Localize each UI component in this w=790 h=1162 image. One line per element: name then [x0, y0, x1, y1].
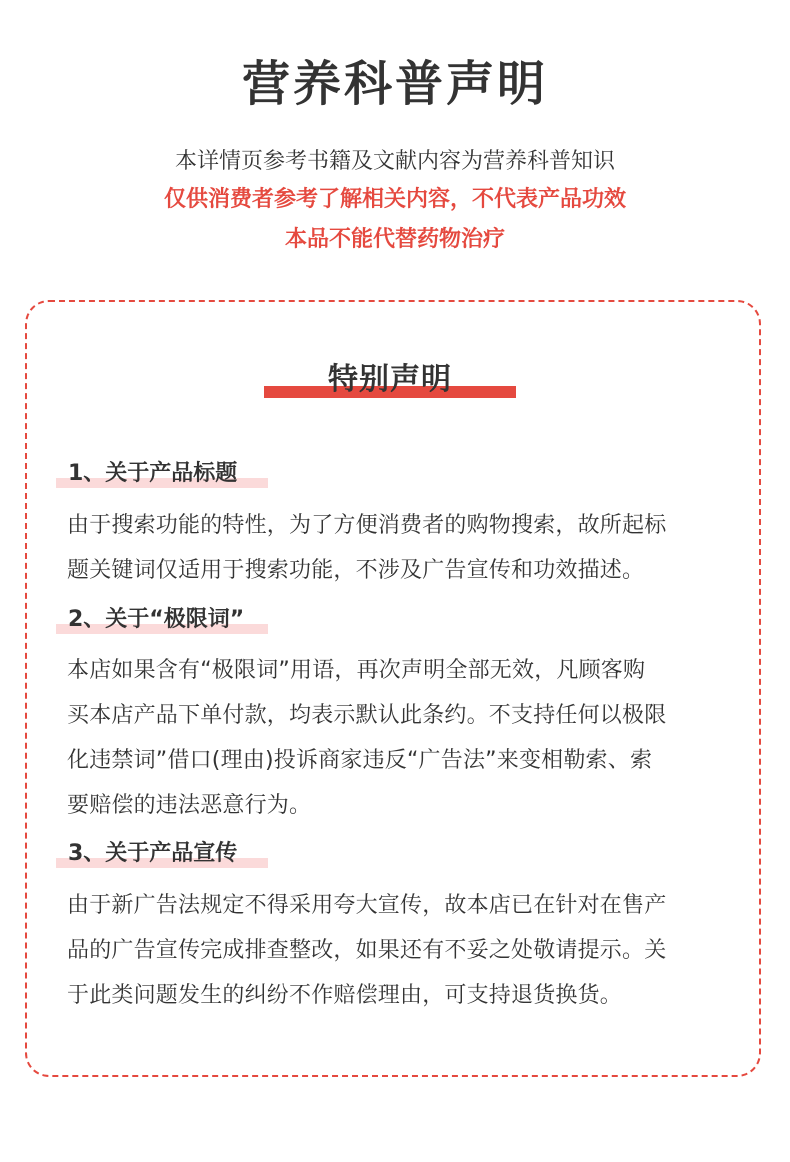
intro-line-3: 本品不能代替药物治疗 — [284, 227, 505, 252]
section-body-2 — [67, 648, 739, 828]
body-line: 由于搜索功能的特性，为了方便消费者的购物搜索，故所起标 — [67, 513, 667, 538]
section-heading-text: 1、关于产品标题 — [68, 461, 238, 486]
body-line: 品的广告宣传完成排查整改，如果还有不妥之处敬请提示。关 — [67, 938, 667, 963]
page-title: 营养科普声明 — [241, 56, 548, 112]
intro-line-1: 本详情页参考书籍及文献内容为营养科普知识 — [174, 149, 615, 174]
intro-line-2: 仅供消费者参考了解相关内容，不代表产品功效 — [163, 187, 626, 212]
body-line: 于此类问题发生的纠纷不作赔偿理由，可支持退货换货。 — [67, 983, 623, 1008]
body-line: 由于新广告法规定不得采用夸大宣传，故本店已在针对在售产 — [67, 893, 667, 918]
section-body-3 — [67, 883, 739, 1018]
section-heading-text: 2、关于“极限词” — [68, 607, 245, 632]
body-line: 题关键词仅适用于搜索功能，不涉及广告宣传和功效描述。 — [67, 558, 645, 583]
section-heading-text: 3、关于产品宣传 — [68, 841, 238, 866]
section-body-1 — [67, 503, 739, 593]
body-line: 化违禁词”借口(理由)投诉商家违反“广告法”来变相勒索、索 — [67, 748, 653, 773]
body-line: 买本店产品下单付款，均表示默认此条约。不支持任何以极限 — [67, 703, 667, 728]
body-line: 本店如果含有“极限词”用语，再次声明全部无效，凡顾客购 — [67, 658, 646, 683]
declaration-title: 特别声明 — [328, 362, 452, 397]
body-line: 要赔偿的违法恶意行为。 — [67, 793, 312, 818]
